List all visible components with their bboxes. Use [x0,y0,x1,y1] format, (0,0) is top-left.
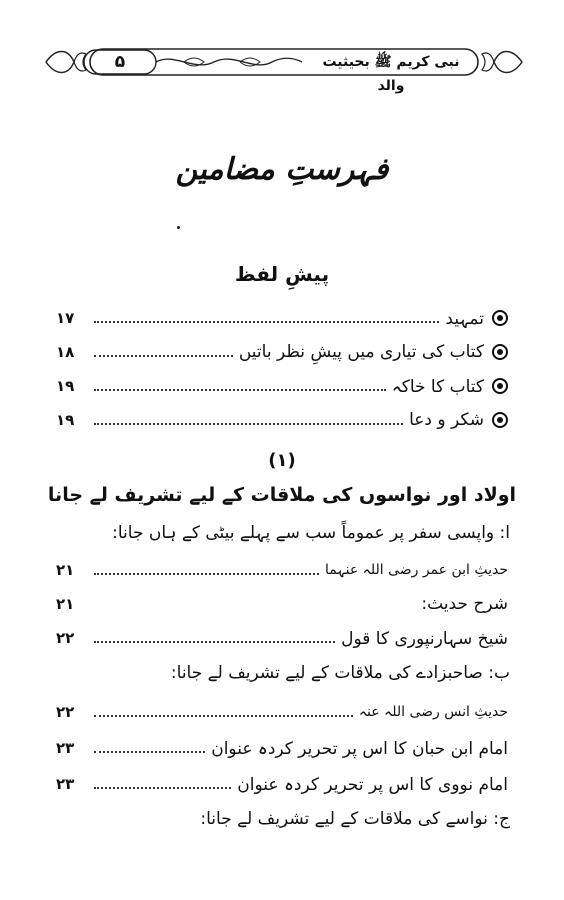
toc-page: ۲۳ [56,739,75,757]
toc-row[interactable] [56,556,508,584]
circle-bullet-icon [492,412,508,428]
toc-label: شرح حدیث: [421,594,508,614]
toc-label: شیخ سہارنپوری کا قول [341,628,508,649]
toc-page: ۲۱ [56,561,75,579]
dot-leader [94,321,439,323]
toc-row[interactable] [56,624,508,652]
running-title: نبی کریم ﷺ بحیثیت والد [322,54,460,94]
toc-row[interactable] [56,304,508,332]
dot-leader [94,355,233,357]
toc-label: امام ابن حبان کا اس پر تحریر کردہ عنوان [211,738,508,759]
subsection-heading: ب: صاحبزادے کی ملاقات کے لیے تشریف لے جانا: [170,663,510,683]
toc-label: حدیثِ ابن عمر رضی اللہ عنہما [325,562,508,578]
toc-row[interactable] [56,770,508,798]
toc-page: ۱۸ [56,343,75,361]
dot-leader [94,423,403,425]
dot-leader [94,607,415,609]
dot-leader [94,389,386,391]
toc-page: ۱۷ [56,309,75,327]
section-heading-preface: پیشِ لفظ [234,262,330,286]
toc-row[interactable] [56,406,508,434]
toc-row[interactable] [56,372,508,400]
dot-leader [94,715,353,717]
toc-row[interactable] [56,734,508,762]
toc-label: امام نووی کا اس پر تحریر کردہ عنوان [237,774,508,795]
dot-leader [94,787,231,789]
page-number: ۵ [114,52,126,72]
toc-row[interactable] [56,590,508,618]
toc-label: تمہید [445,308,484,329]
toc-page: ۱۹ [56,377,75,395]
toc-page: ۲۲ [56,703,75,721]
subsection-heading: ا: واپسی سفر پر عموماً سب سے پہلے بیٹی کے ہاں جانا: [112,523,510,543]
dot-leader [94,641,335,643]
toc-label: کتاب کا خاکہ [391,376,484,397]
toc-row[interactable] [56,338,508,366]
toc-page: ۲۳ [56,775,75,793]
chapter-title: اولاد اور نواسوں کی ملاقات کے لیے تشریف لے جانا [47,484,517,506]
toc-label: کتاب کی تیاری میں پیشِ نظر باتیں [238,342,484,362]
circle-bullet-icon [492,378,508,394]
circle-bullet-icon [492,310,508,326]
toc-page: ۲۲ [56,629,75,647]
toc-label: حدیثِ انس رضی اللہ عنہ [358,704,508,720]
stray-dot [177,226,180,229]
circle-bullet-icon [492,344,508,360]
toc-page: ۲۱ [56,595,75,613]
page-header [44,44,524,94]
subsection-heading: ج: نواسے کی ملاقات کے لیے تشریف لے جانا: [200,809,510,829]
dot-leader [94,573,319,575]
dot-leader [94,751,205,753]
chapter-number: (۱) [268,450,296,471]
toc-label: شکر و دعا [409,410,484,430]
toc-row[interactable] [56,698,508,726]
page-title: فہرستِ مضامین [175,152,389,187]
toc-page: ۱۹ [56,411,75,429]
